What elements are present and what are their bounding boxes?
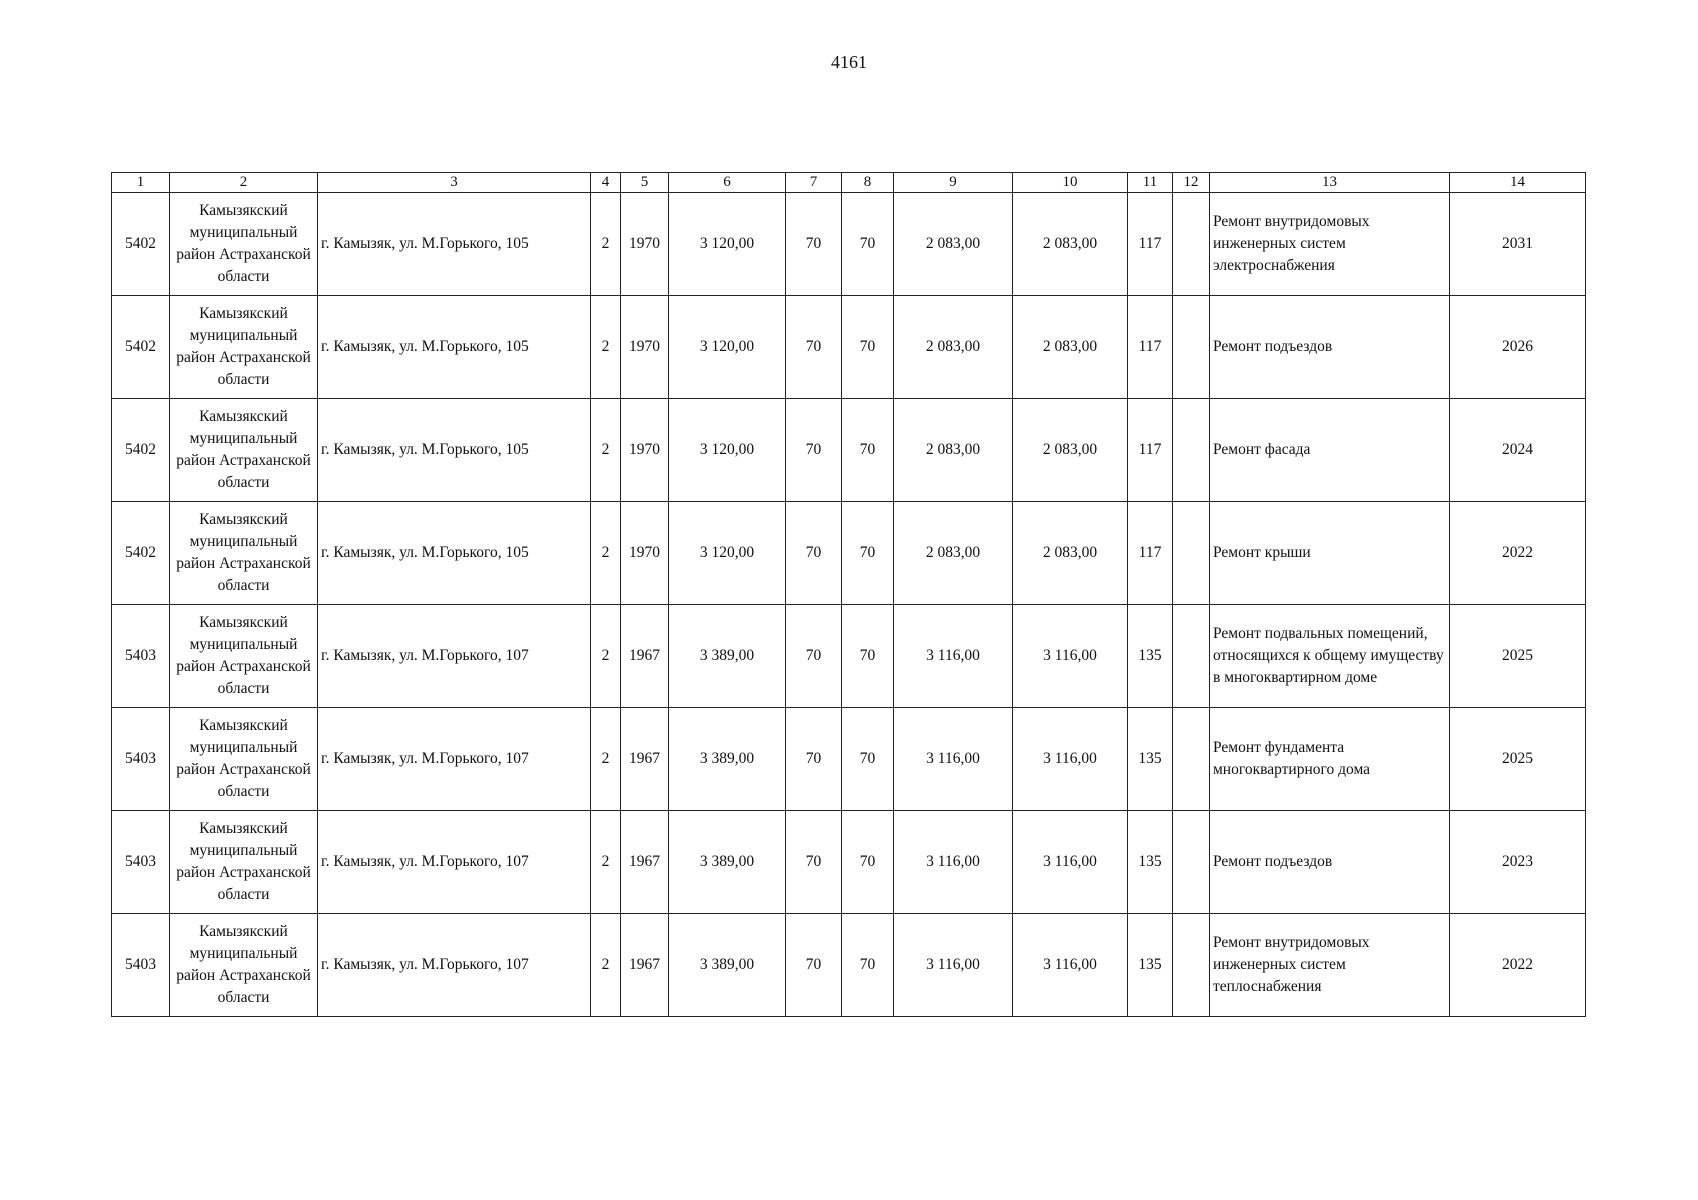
work-type-cell: Ремонт внутридомовых инженерных систем электроснабжения	[1210, 193, 1450, 296]
area-10-cell: 3 116,00	[1013, 914, 1128, 1017]
area-10-cell: 3 116,00	[1013, 605, 1128, 708]
table-row	[112, 605, 1586, 708]
column-12-cell	[1173, 914, 1210, 1017]
house-id-cell: 5402	[112, 193, 170, 296]
area-10-cell: 3 116,00	[1013, 708, 1128, 811]
address-cell: г. Камызяк, ул. М.Горького, 107	[318, 708, 591, 811]
residents-cell: 117	[1128, 296, 1173, 399]
area-10-cell: 2 083,00	[1013, 193, 1128, 296]
house-id-cell: 5402	[112, 502, 170, 605]
area-9-cell: 2 083,00	[894, 193, 1013, 296]
floors-cell: 2	[591, 399, 621, 502]
table-header-row	[112, 173, 1586, 193]
column-12-cell	[1173, 399, 1210, 502]
planned-year-cell: 2022	[1450, 914, 1586, 1017]
column-header: 1	[112, 173, 170, 193]
table-row	[112, 708, 1586, 811]
column-8-cell: 70	[842, 914, 894, 1017]
column-header: 3	[318, 173, 591, 193]
column-8-cell: 70	[842, 502, 894, 605]
area-9-cell: 3 116,00	[894, 811, 1013, 914]
column-header: 2	[170, 173, 318, 193]
residents-cell: 135	[1128, 914, 1173, 1017]
work-type-cell: Ремонт подъездов	[1210, 296, 1450, 399]
floors-cell: 2	[591, 811, 621, 914]
house-id-cell: 5402	[112, 296, 170, 399]
area-10-cell: 2 083,00	[1013, 296, 1128, 399]
column-7-cell: 70	[786, 605, 842, 708]
column-7-cell: 70	[786, 296, 842, 399]
area-9-cell: 3 116,00	[894, 605, 1013, 708]
column-7-cell: 70	[786, 811, 842, 914]
residents-cell: 117	[1128, 193, 1173, 296]
column-12-cell	[1173, 193, 1210, 296]
table-row	[112, 914, 1586, 1017]
column-12-cell	[1173, 296, 1210, 399]
column-7-cell: 70	[786, 399, 842, 502]
year-built-cell: 1967	[621, 708, 669, 811]
floors-cell: 2	[591, 193, 621, 296]
column-8-cell: 70	[842, 708, 894, 811]
floors-cell: 2	[591, 708, 621, 811]
address-cell: г. Камызяк, ул. М.Горького, 107	[318, 914, 591, 1017]
address-cell: г. Камызяк, ул. М.Горького, 107	[318, 605, 591, 708]
residents-cell: 117	[1128, 502, 1173, 605]
municipality-cell: Камызякский муниципальный район Астраханской области	[170, 708, 318, 811]
municipality-cell: Камызякский муниципальный район Астраханской области	[170, 399, 318, 502]
area-9-cell: 2 083,00	[894, 399, 1013, 502]
residents-cell: 135	[1128, 811, 1173, 914]
column-8-cell: 70	[842, 193, 894, 296]
year-built-cell: 1970	[621, 193, 669, 296]
work-type-cell: Ремонт крыши	[1210, 502, 1450, 605]
total-area-cell: 3 389,00	[669, 708, 786, 811]
column-12-cell	[1173, 502, 1210, 605]
column-header: 5	[621, 173, 669, 193]
area-9-cell: 2 083,00	[894, 296, 1013, 399]
municipality-cell: Камызякский муниципальный район Астраханской области	[170, 605, 318, 708]
house-id-cell: 5403	[112, 914, 170, 1017]
floors-cell: 2	[591, 502, 621, 605]
table-row	[112, 296, 1586, 399]
municipality-cell: Камызякский муниципальный район Астраханской области	[170, 193, 318, 296]
total-area-cell: 3 120,00	[669, 296, 786, 399]
column-8-cell: 70	[842, 399, 894, 502]
municipality-cell: Камызякский муниципальный район Астраханской области	[170, 296, 318, 399]
total-area-cell: 3 389,00	[669, 914, 786, 1017]
municipality-cell: Камызякский муниципальный район Астраханской области	[170, 811, 318, 914]
house-id-cell: 5402	[112, 399, 170, 502]
column-header: 12	[1173, 173, 1210, 193]
planned-year-cell: 2022	[1450, 502, 1586, 605]
column-header: 8	[842, 173, 894, 193]
column-7-cell: 70	[786, 193, 842, 296]
area-9-cell: 3 116,00	[894, 914, 1013, 1017]
total-area-cell: 3 120,00	[669, 502, 786, 605]
work-type-cell: Ремонт внутридомовых инженерных систем теплоснабжения	[1210, 914, 1450, 1017]
column-header: 9	[894, 173, 1013, 193]
table-row	[112, 811, 1586, 914]
table-row	[112, 502, 1586, 605]
column-7-cell: 70	[786, 914, 842, 1017]
floors-cell: 2	[591, 914, 621, 1017]
residents-cell: 135	[1128, 605, 1173, 708]
planned-year-cell: 2023	[1450, 811, 1586, 914]
column-header: 6	[669, 173, 786, 193]
year-built-cell: 1970	[621, 502, 669, 605]
total-area-cell: 3 120,00	[669, 399, 786, 502]
column-12-cell	[1173, 605, 1210, 708]
work-type-cell: Ремонт подвальных помещений, относящихся к общему имуществу в многоквартирном доме	[1210, 605, 1450, 708]
column-12-cell	[1173, 811, 1210, 914]
table-row	[112, 399, 1586, 502]
planned-year-cell: 2025	[1450, 708, 1586, 811]
floors-cell: 2	[591, 605, 621, 708]
table-row	[112, 193, 1586, 296]
column-header: 11	[1128, 173, 1173, 193]
year-built-cell: 1967	[621, 605, 669, 708]
repair-schedule-table	[111, 172, 1586, 1017]
year-built-cell: 1970	[621, 296, 669, 399]
area-10-cell: 2 083,00	[1013, 502, 1128, 605]
address-cell: г. Камызяк, ул. М.Горького, 107	[318, 811, 591, 914]
work-type-cell: Ремонт фасада	[1210, 399, 1450, 502]
floors-cell: 2	[591, 296, 621, 399]
house-id-cell: 5403	[112, 605, 170, 708]
column-8-cell: 70	[842, 605, 894, 708]
column-12-cell	[1173, 708, 1210, 811]
residents-cell: 135	[1128, 708, 1173, 811]
column-header: 13	[1210, 173, 1450, 193]
planned-year-cell: 2026	[1450, 296, 1586, 399]
municipality-cell: Камызякский муниципальный район Астраханской области	[170, 502, 318, 605]
planned-year-cell: 2025	[1450, 605, 1586, 708]
column-8-cell: 70	[842, 811, 894, 914]
area-9-cell: 2 083,00	[894, 502, 1013, 605]
column-header: 7	[786, 173, 842, 193]
year-built-cell: 1970	[621, 399, 669, 502]
house-id-cell: 5403	[112, 811, 170, 914]
column-7-cell: 70	[786, 708, 842, 811]
address-cell: г. Камызяк, ул. М.Горького, 105	[318, 296, 591, 399]
work-type-cell: Ремонт подъездов	[1210, 811, 1450, 914]
column-7-cell: 70	[786, 502, 842, 605]
address-cell: г. Камызяк, ул. М.Горького, 105	[318, 399, 591, 502]
municipality-cell: Камызякский муниципальный район Астраханской области	[170, 914, 318, 1017]
area-10-cell: 2 083,00	[1013, 399, 1128, 502]
area-9-cell: 3 116,00	[894, 708, 1013, 811]
planned-year-cell: 2024	[1450, 399, 1586, 502]
year-built-cell: 1967	[621, 811, 669, 914]
work-type-cell: Ремонт фундамента многоквартирного дома	[1210, 708, 1450, 811]
residents-cell: 117	[1128, 399, 1173, 502]
total-area-cell: 3 120,00	[669, 193, 786, 296]
page-number: 4161	[831, 52, 867, 72]
column-header: 10	[1013, 173, 1128, 193]
year-built-cell: 1967	[621, 914, 669, 1017]
column-8-cell: 70	[842, 296, 894, 399]
column-header: 14	[1450, 173, 1586, 193]
total-area-cell: 3 389,00	[669, 811, 786, 914]
house-id-cell: 5403	[112, 708, 170, 811]
total-area-cell: 3 389,00	[669, 605, 786, 708]
address-cell: г. Камызяк, ул. М.Горького, 105	[318, 502, 591, 605]
planned-year-cell: 2031	[1450, 193, 1586, 296]
column-header: 4	[591, 173, 621, 193]
address-cell: г. Камызяк, ул. М.Горького, 105	[318, 193, 591, 296]
area-10-cell: 3 116,00	[1013, 811, 1128, 914]
